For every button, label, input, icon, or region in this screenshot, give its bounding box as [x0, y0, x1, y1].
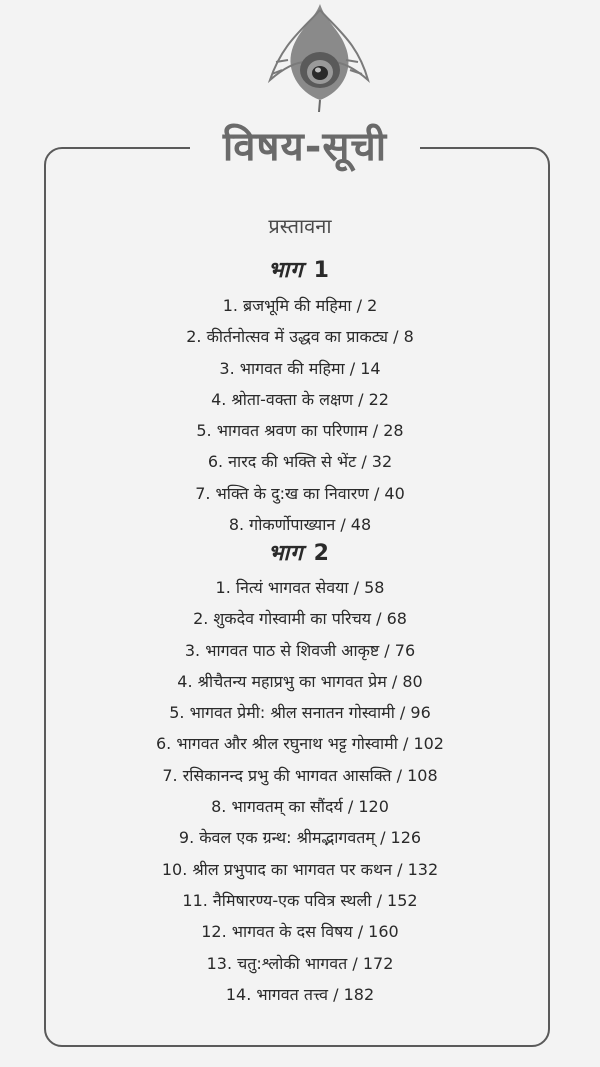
part-label: भाग: [268, 541, 304, 566]
toc-entry: 4. श्रीचैतन्य महाप्रभु का भागवत प्रेम / 80: [177, 671, 423, 691]
part-number: 2: [313, 541, 330, 566]
part-1-chapter-list: [0, 290, 600, 540]
page-title: विषय-सूची: [222, 124, 388, 170]
toc-entry: 7. रसिकानन्द प्रभु की भागवत आसक्ति / 108: [162, 765, 438, 785]
toc-entry: 8. गोकर्णोपाख्यान / 48: [228, 515, 372, 535]
title-container: [190, 112, 420, 182]
toc-entry: 6. भागवत और श्रील रघुनाथ भट्ट गोस्वामी / 102: [156, 734, 444, 754]
part-label: भाग: [268, 258, 304, 283]
toc-entry: 7. भक्ति के दु:ख का निवारण / 40: [195, 483, 405, 503]
toc-entry: 1. ब्रजभूमि की महिमा / 2: [222, 296, 378, 315]
part-1-heading: [268, 254, 330, 284]
toc-entry: 3. भागवत पाठ से शिवजी आकृष्ट / 76: [184, 640, 416, 660]
toc-entry: 12. भागवत के दस विषय / 160: [201, 922, 399, 942]
part-number: 1: [313, 258, 330, 283]
toc-entry: 10. श्रील प्रभुपाद का भागवत पर कथन / 132: [161, 859, 439, 879]
toc-entry: 2. कीर्तनोत्सव में उद्धव का प्राकट्य / 8: [186, 327, 414, 347]
toc-entry: 1. नित्यं भागवत सेवया / 58: [215, 578, 385, 597]
toc-entry: 14. भागवत तत्त्व / 182: [225, 984, 375, 1004]
toc-entry-preface: प्रस्तावना: [268, 214, 332, 238]
toc-entry: 4. श्रोता-वक्ता के लक्षण / 22: [211, 389, 389, 409]
toc-entry: 6. नारद की भक्ति से भेंट / 32: [207, 452, 393, 472]
toc-entry: 2. शुकदेव गोस्वामी का परिचय / 68: [193, 609, 407, 629]
toc-entry: 5. भागवत श्रवण का परिणाम / 28: [196, 421, 404, 441]
part-2-heading: [268, 537, 330, 567]
toc-entry: 11. नैमिषारण्य-एक पवित्र स्थली / 152: [182, 890, 418, 910]
toc-entry: 13. चतु:श्लोकी भागवत / 172: [206, 953, 394, 973]
toc-entry: 9. केवल एक ग्रन्थ: श्रीमद्भागवतम् / 126: [178, 828, 422, 848]
toc-entry: 3. भागवत की महिमा / 14: [219, 358, 381, 378]
toc-entry: 5. भागवत प्रेमी: श्रील सनातन गोस्वामी / 96: [169, 703, 431, 723]
toc-entry: 8. भागवतम् का सौंदर्य / 120: [211, 797, 389, 817]
part-2-chapter-list: [0, 572, 600, 1010]
